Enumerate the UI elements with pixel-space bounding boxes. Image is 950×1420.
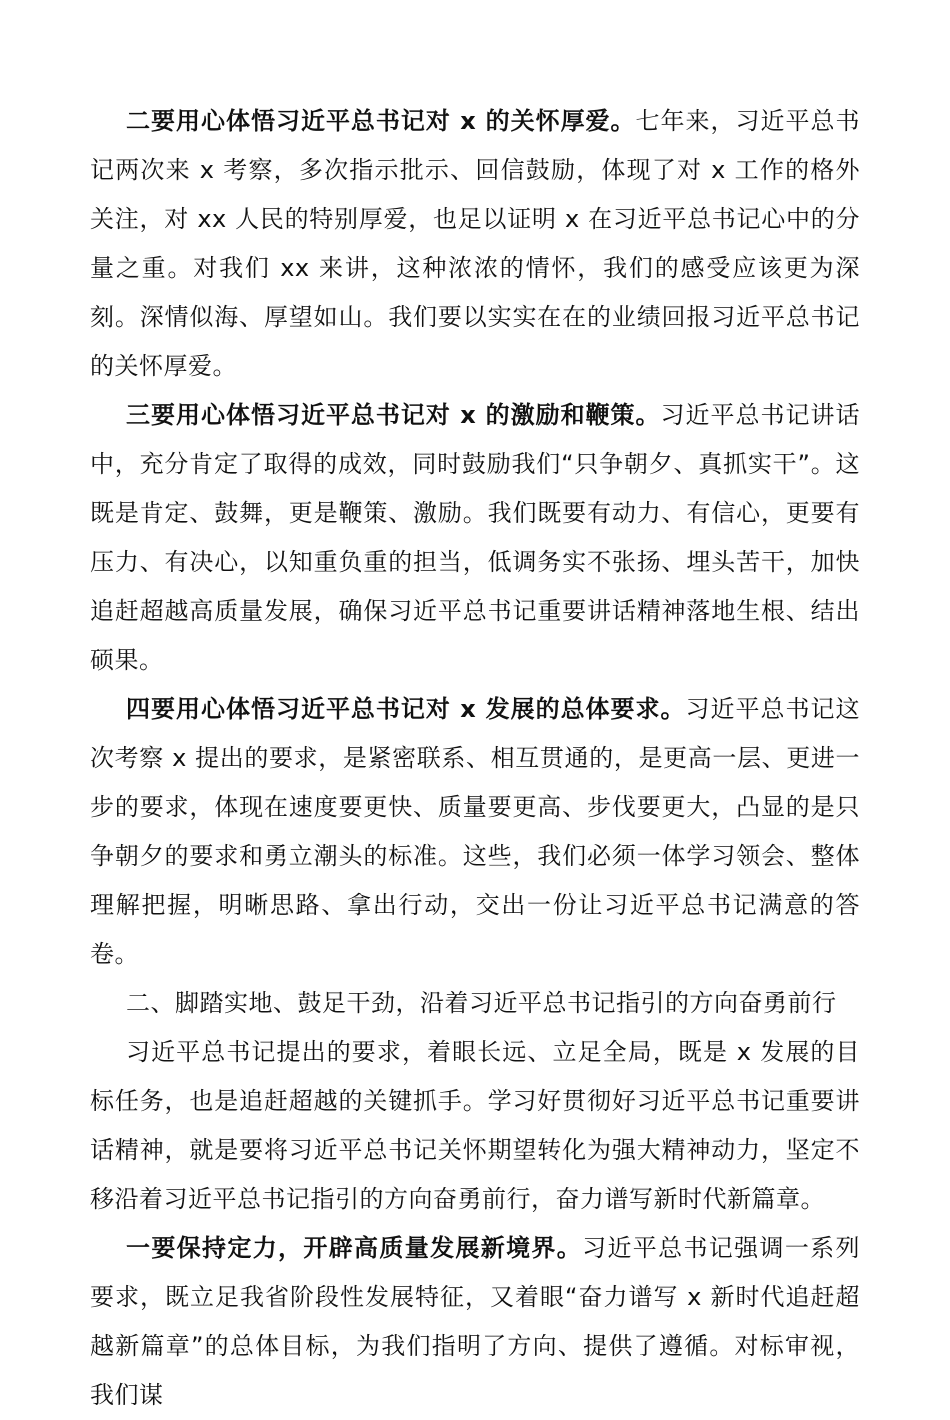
paragraph-text: 习近平总书记强调一系列要求，既立足我省阶段性发展特征，又着眼“奋力谱写 x 新时代追赶超越新篇章”的总体目标，为我们指明了方向、提供了遵循。对标审视，我们谋 bbox=[90, 1234, 861, 1409]
paragraph-section-intro bbox=[90, 1028, 860, 1224]
section-heading-text: 二、脚踏实地、鼓足干劲，沿着习近平总书记指引的方向奋勇前行 bbox=[126, 989, 837, 1017]
paragraph-text: 习近平总书记讲话中，充分肯定了取得的成效，同时鼓励我们“只争朝夕、真抓实干”。这既是肯定、鼓舞，更是鞭策、激励。我们既要有动力、有信心，更要有压力、有决心，以知重负重的担当，低调务实不张扬、埋头苦干，加快追赶超越高质量发展，确保习近平总书记重要讲话精神落地生根、结出硕果。 bbox=[90, 401, 860, 674]
paragraph-second-requirement bbox=[90, 97, 860, 391]
paragraph-fourth-requirement bbox=[90, 685, 860, 979]
paragraph-lead: 四要用心体悟习近平总书记对 x 发展的总体要求。 bbox=[126, 695, 686, 723]
section-heading bbox=[90, 979, 860, 1028]
paragraph-lead: 三要用心体悟习近平总书记对 x 的激励和鞭策。 bbox=[126, 401, 661, 429]
paragraph-text: 习近平总书记这次考察 x 提出的要求，是紧密联系、相互贯通的，是更高一层、更进一步的要求，体现在速度要更快、质量要更高、步伐要更大，凸显的是只争朝夕的要求和勇立潮头的标准。这些，我们必须一体学习领会、整体理解把握，明晰思路、拿出行动，交出一份让习近平总书记满意的答卷。 bbox=[90, 695, 860, 968]
document-body bbox=[90, 97, 860, 1420]
paragraph-lead: 一要保持定力，开辟高质量发展新境界。 bbox=[126, 1234, 583, 1262]
paragraph-text: 七年来，习近平总书记两次来 x 考察，多次指示批示、回信鼓励，体现了对 x 工作的格外关注，对 xx 人民的特别厚爱，也足以证明 x 在习近平总书记心中的分量之重。对我们 xx 来讲，这种浓浓的情怀，我们的感受应该更为深刻。深情似海、厚望如山。我们要以实实在在的业绩回报习近平总书记的关怀厚爱。 bbox=[90, 107, 860, 380]
paragraph-lead: 二要用心体悟习近平总书记对 x 的关怀厚爱。 bbox=[126, 107, 636, 135]
paragraph-text: 习近平总书记提出的要求，着眼长远、立足全局，既是 x 发展的目标任务，也是追赶超越的关键抓手。学习好贯彻好习近平总书记重要讲话精神，就是要将习近平总书记关怀期望转化为强大精神动力，坚定不移沿着习近平总书记指引的方向奋勇前行，奋力谱写新时代新篇章。 bbox=[90, 1038, 860, 1213]
paragraph-third-requirement bbox=[90, 391, 860, 685]
paragraph-first-point bbox=[90, 1224, 860, 1420]
